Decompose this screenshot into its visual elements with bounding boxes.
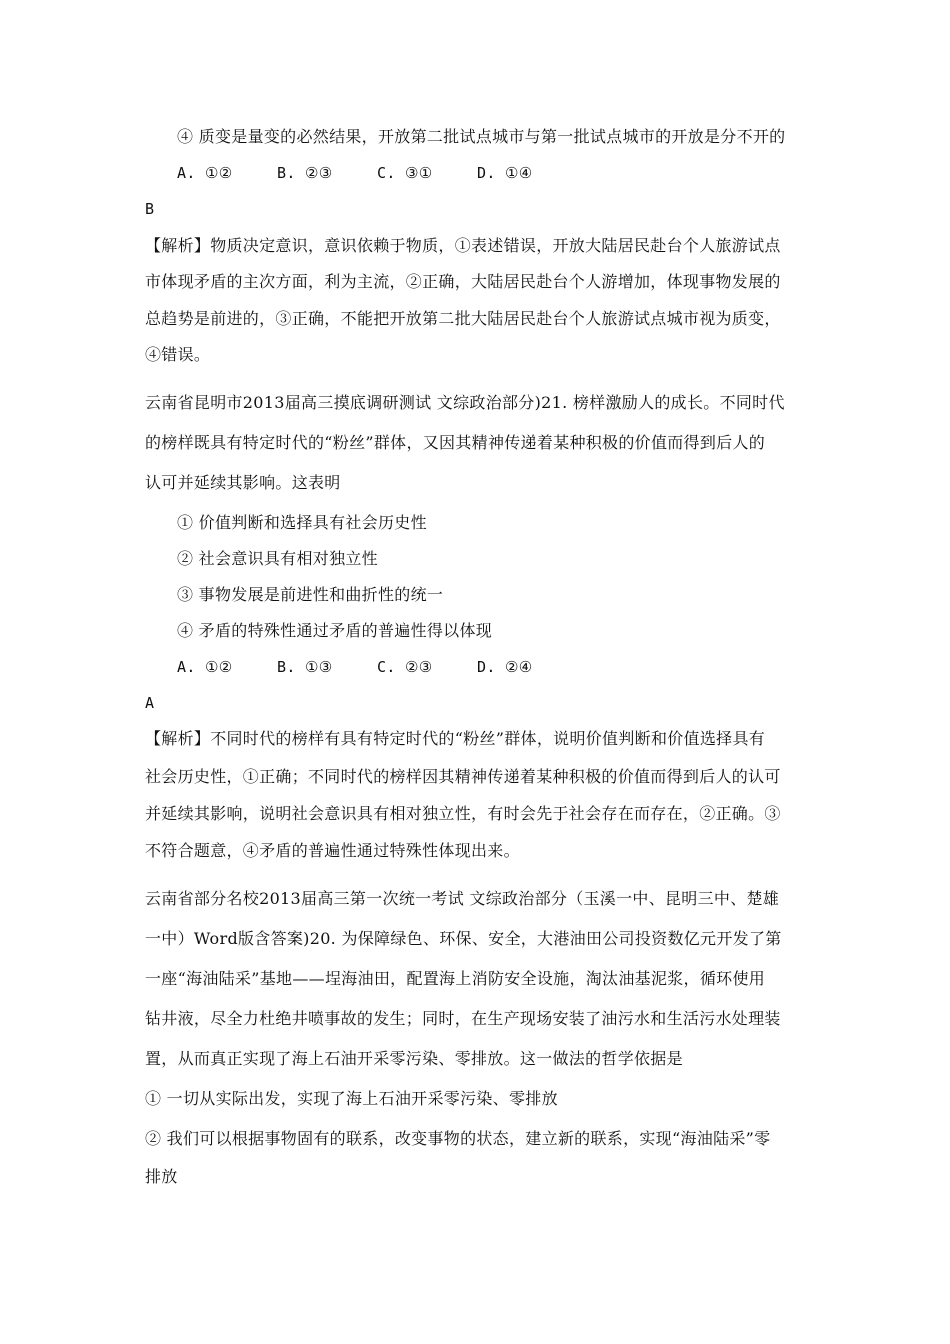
q2-analysis-line: 社会历史性，①正确；不同时代的榜样因其精神传递着某种积极的价值而得到后人的认可 [145, 767, 781, 786]
q2-statement-3: ③ 事物发展是前进性和曲折性的统一 [177, 585, 444, 604]
q1-option-b: B. ②③ [277, 164, 333, 182]
q1-statement-4: ④ 质变是量变的必然结果，开放第二批试点城市与第一批试点城市的开放是分不开的 [177, 127, 786, 146]
q2-option-b: B. ①③ [277, 658, 333, 676]
q3-stem-line: 置，从而真正实现了海上石油开采零污染、零排放。这一做法的哲学依据是 [145, 1049, 683, 1068]
q2-stem-line: 认可并延续其影响。这表明 [145, 473, 341, 492]
q3-statement-1: ① 一切从实际出发，实现了海上石油开采零污染、零排放 [145, 1089, 558, 1108]
q1-option-d: D. ①④ [477, 164, 533, 182]
q3-stem-line: 钻井液，尽全力杜绝井喷事故的发生；同时，在生产现场安装了油污水和生活污水处理装 [145, 1009, 781, 1028]
q2-option-a: A. ①② [177, 658, 233, 676]
q1-analysis-line: 市体现矛盾的主次方面，利为主流，②正确，大陆居民赴台个人游增加，体现事物发展的 [145, 272, 781, 291]
q2-options [177, 656, 842, 678]
q2-stem-line: 云南省昆明市2013届高三摸底调研测试 文综政治部分)21. 榜样激励人的成长。不同时代 [145, 393, 785, 412]
q1-analysis-line: 【解析】物质决定意识，意识依赖于物质，①表述错误，开放大陆居民赴台个人旅游试点 [145, 236, 781, 255]
q2-statement-2: ② 社会意识具有相对独立性 [177, 549, 378, 568]
q2-statement-4: ④ 矛盾的特殊性通过矛盾的普遍性得以体现 [177, 621, 493, 640]
q2-analysis-line: 并延续其影响，说明社会意识具有相对独立性，有时会先于社会存在而存在，②正确。③ [145, 804, 781, 823]
q2-stem-line: 的榜样既具有特定时代的“粉丝”群体，又因其精神传递着某种积极的价值而得到后人的 [145, 433, 766, 452]
q1-option-a: A. ①② [177, 164, 233, 182]
q2-analysis-line: 不符合题意，④矛盾的普遍性通过特殊性体现出来。 [145, 841, 520, 860]
q3-stem-line: 一座“海油陆采”基地——埕海油田，配置海上消防安全设施，淘汰油基泥浆，循环使用 [145, 969, 766, 988]
q1-answer: B [145, 200, 155, 218]
q1-options [177, 162, 842, 184]
q1-analysis-line: ④错误。 [145, 345, 211, 364]
q3-stem-line: 云南省部分名校2013届高三第一次统一考试 文综政治部分（玉溪一中、昆明三中、楚雄 [145, 889, 780, 908]
q1-option-c: C. ③① [377, 164, 433, 182]
q1-analysis-line: 总趋势是前进的，③正确，不能把开放第二批大陆居民赴台个人旅游试点城市视为质变， [145, 309, 781, 328]
q2-answer: A [145, 694, 155, 712]
q2-option-c: C. ②③ [377, 658, 433, 676]
q3-statement-2-cont: 排放 [145, 1167, 178, 1186]
q2-option-d: D. ②④ [477, 658, 533, 676]
q2-statement-1: ① 价值判断和选择具有社会历史性 [177, 513, 427, 532]
q2-analysis-line: 【解析】不同时代的榜样有具有特定时代的“粉丝”群体，说明价值判断和价值选择具有 [145, 729, 766, 748]
q3-statement-2: ② 我们可以根据事物固有的联系，改变事物的状态，建立新的联系，实现“海油陆采”零 [145, 1129, 771, 1148]
q3-stem-line: 一中）Word版含答案)20. 为保障绿色、环保、安全，大港油田公司投资数亿元开发了第 [145, 929, 782, 948]
